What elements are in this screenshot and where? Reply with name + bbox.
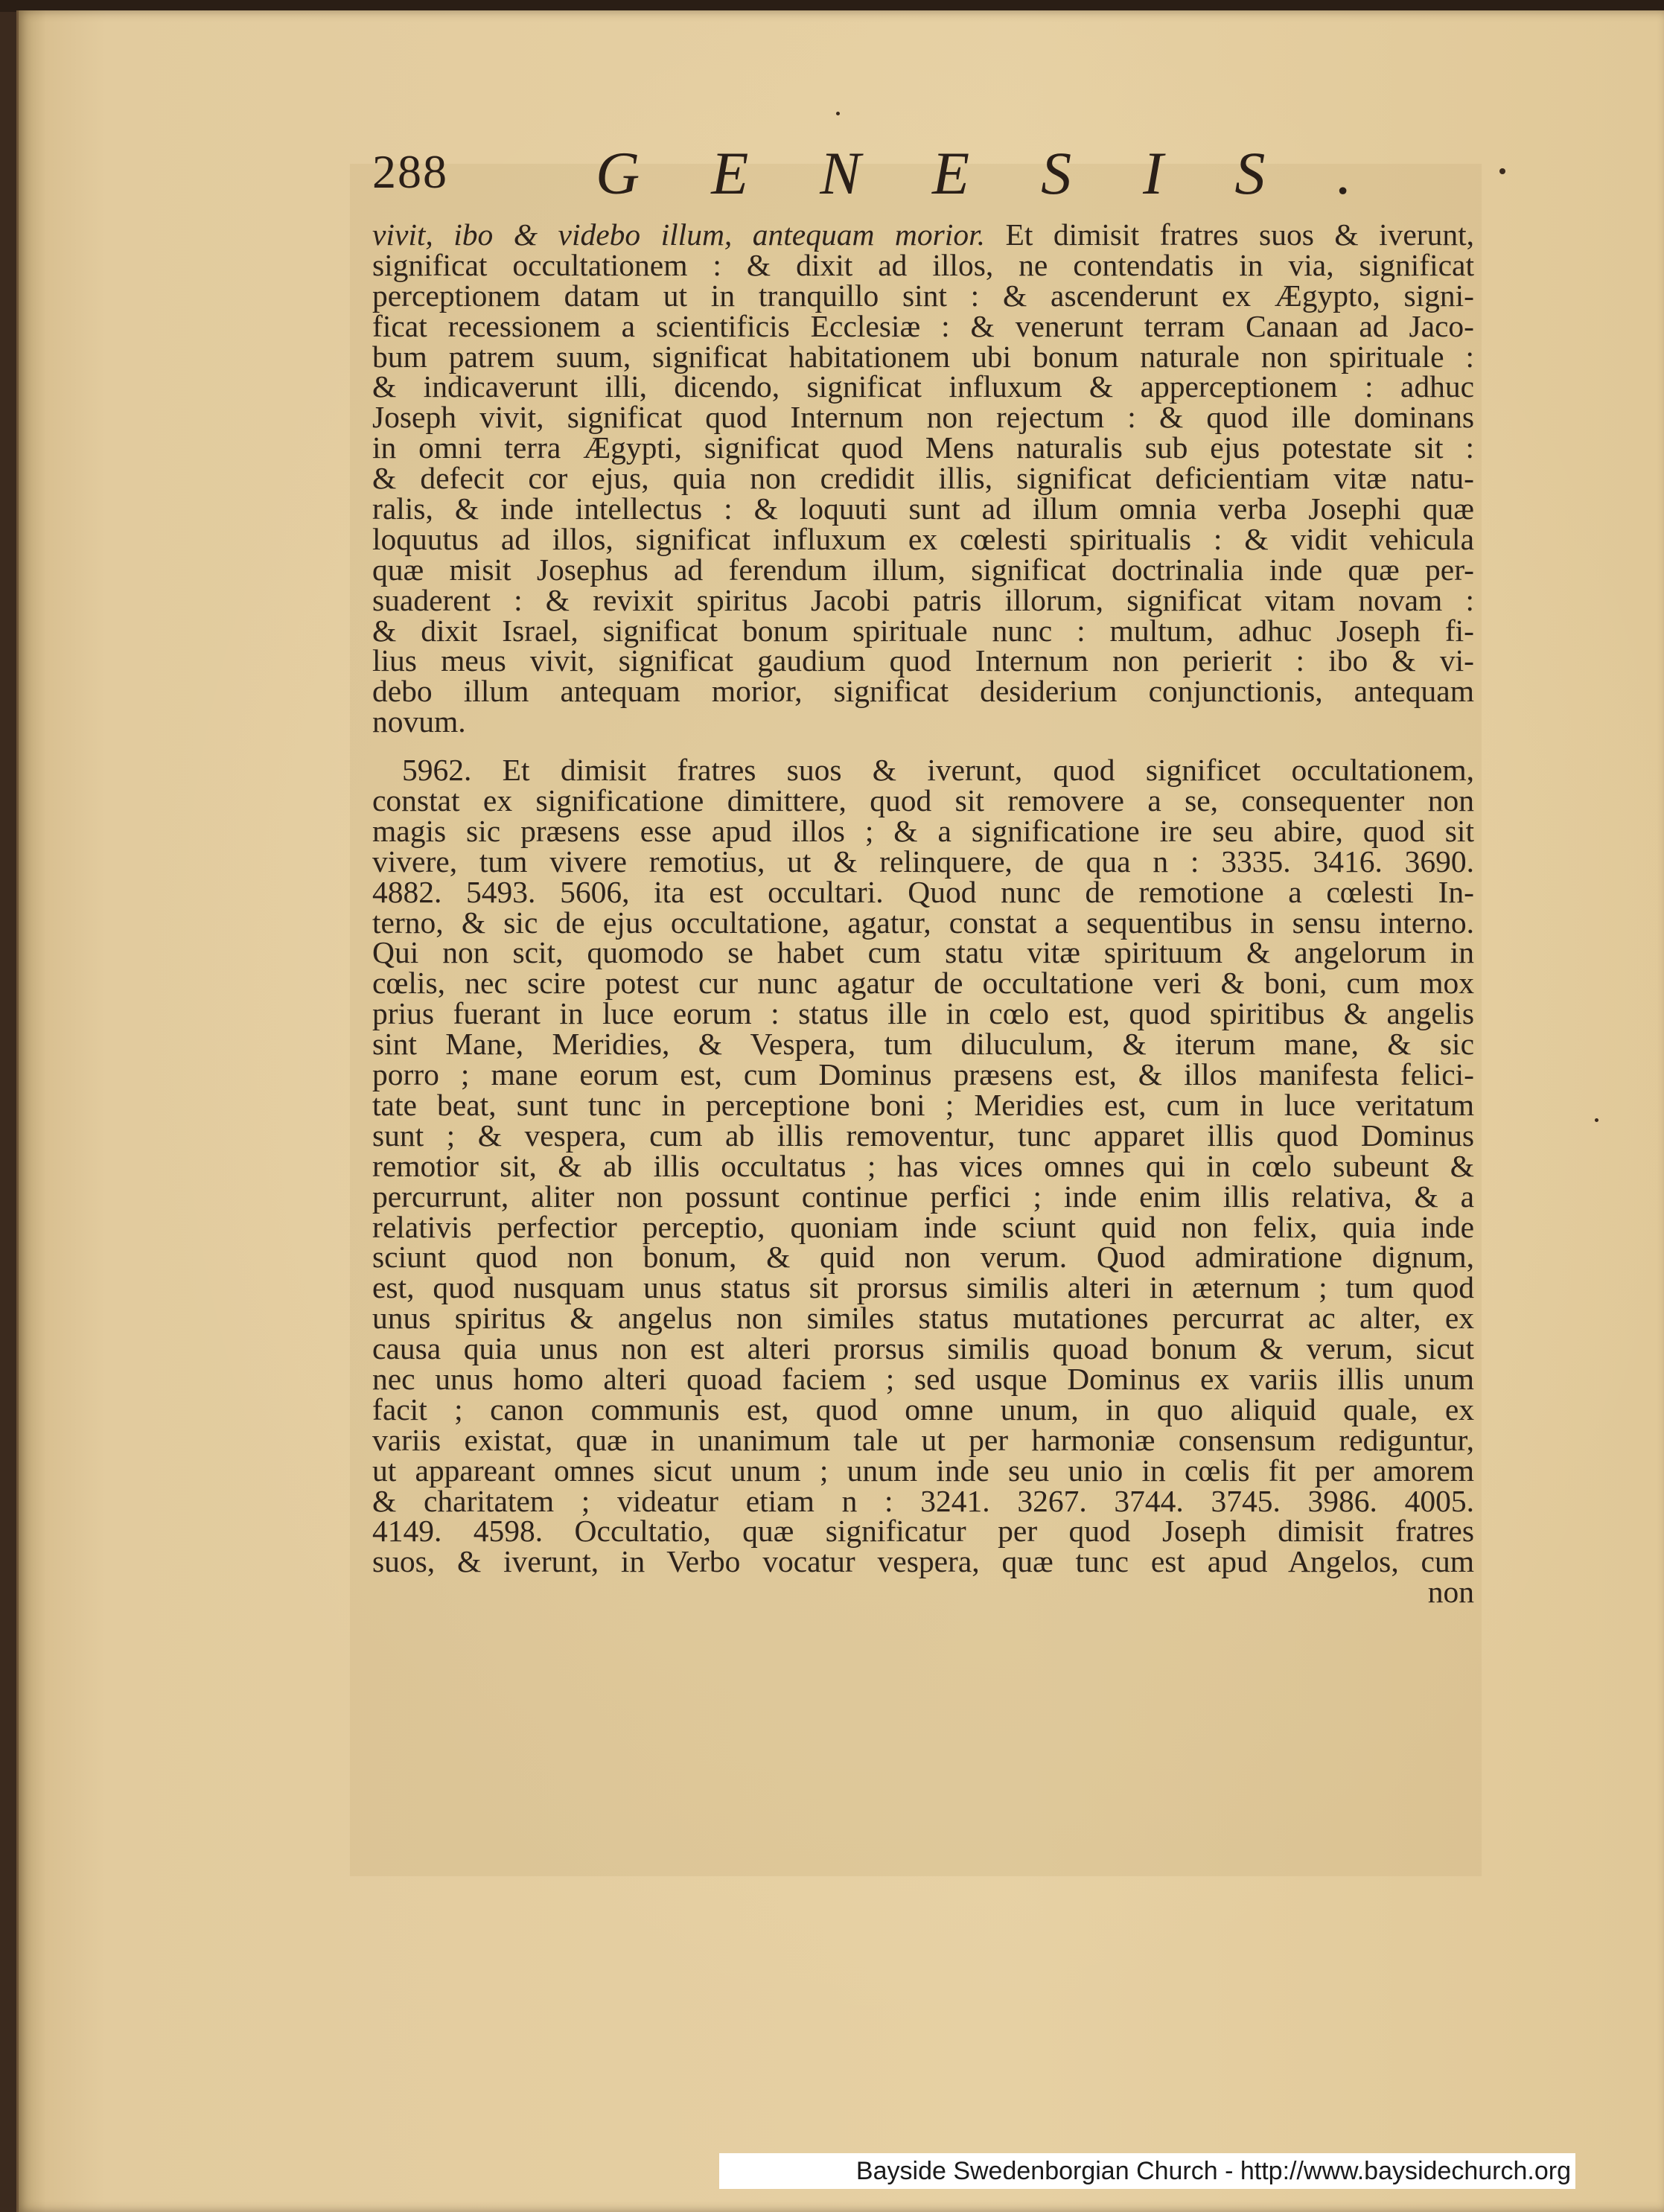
text-line: remotior sit, & ab illis occultatus ; has vices omnes qui in cœlo subeunt & (372, 1148, 1474, 1183)
text-line: terno, & sic de ejus occultatione, agatur, constat a sequentibus in sensu interno. (372, 905, 1474, 940)
text-line: bum patrem suum, significat habitationem ubi bonum naturale non spirituale : (372, 339, 1474, 374)
text-line: cœlis, nec scire potest cur nunc agatur de occultatione veri & boni, cum mox (372, 966, 1474, 1001)
text-line: loquutus ad illos, significat influxum ex cœlesti spiritualis : & vidit vehicula (372, 521, 1474, 556)
text-line: est, quod nusquam unus status sit prorsus similis alteri in æternum ; tum quod (372, 1270, 1474, 1305)
text-line: quæ misit Josephus ad ferendum illum, significat doctrinalia inde quæ per- (372, 552, 1474, 587)
paragraph-5962 (372, 755, 1474, 1577)
text-line: ut appareant omnes sicut unum ; unum inde seu unio in cœlis fit per amorem (372, 1453, 1474, 1488)
first-line-tail: Et dimisit fratres suos & iverunt, (1005, 217, 1475, 252)
page-number: 288 (372, 145, 448, 198)
text-line: porro ; mane eorum est, cum Dominus præsens est, & illos manifesta felici- (372, 1057, 1474, 1092)
text-line: sint Mane, Meridies, & Vespera, tum diluculum, & iterum mane, & sic (372, 1027, 1474, 1062)
text-line: nec unus homo alteri quoad faciem ; sed usque Dominus ex variis illis unum (372, 1361, 1474, 1396)
text-line: & charitatem ; videatur etiam n : 3241. 3267. 3744. 3745. 3986. 4005. (372, 1483, 1474, 1518)
ink-speck (836, 112, 840, 115)
text-line: suaderent : & revixit spiritus Jacobi patris illorum, significat vitam novam : (372, 582, 1474, 617)
text-line: sciunt quod non bonum, & quid non verum. Quod admiratione dignum, (372, 1240, 1474, 1275)
text-line: & indicaverunt illi, dicendo, significat influxum & apperceptionem : adhuc (372, 369, 1474, 404)
text-line: Qui non scit, quomodo se habet cum statu vitæ spirituum & angelorum in (372, 935, 1474, 970)
text-line: relativis perfectior perceptio, quoniam inde sciunt quid non felix, quia inde (372, 1209, 1474, 1244)
text-line: Joseph vivit, significat quod Internum non rejectum : & quod ille dominans (372, 400, 1474, 435)
text-line: & dixit Israel, significat bonum spirituale nunc : multum, adhuc Joseph fi- (372, 613, 1474, 648)
text-line: 4882. 5493. 5606, ita est occultari. Quod nunc de remotione a cœlesti In- (372, 874, 1474, 909)
running-title: GENESIS. (596, 139, 1424, 207)
text-line: unus spiritus & angelus non similes status mutationes percurrat ac alter, ex (372, 1301, 1474, 1336)
ink-speck (1499, 168, 1505, 174)
text-line: & defecit cor ejus, quia non credidit illis, significat deficientiam vitæ natu- (372, 461, 1474, 496)
text-line: 5962. Et dimisit fratres suos & iverunt, quod significet occultationem, (402, 753, 1474, 788)
text-line: perceptionem datam ut in tranquillo sint : & ascenderunt ex Ægypto, signi- (372, 278, 1474, 313)
text-line: tate beat, sunt tunc in perceptione boni ; Meridies est, cum in luce veritatum (372, 1087, 1474, 1122)
text-line: lius meus vivit, significat gaudium quod Internum non perierit : ibo & vi- (372, 643, 1474, 678)
text-line: novum. (372, 704, 466, 739)
text-line: prius fuerant in luce eorum : status ille in cœlo est, quod spiritibus & angelis (372, 996, 1474, 1031)
catchword: non (1427, 1575, 1474, 1610)
body-text (372, 217, 1475, 1610)
text-line: vivit, ibo & videbo illum, antequam morior. Et dimisit fratres suos & iverunt, (372, 217, 1475, 252)
text-line: facit ; canon communis est, quod omne unum, in quo aliquid quale, ex (372, 1392, 1474, 1427)
text-line: ficat recessionem a scientificis Ecclesiæ : & venerunt terram Canaan ad Jaco- (372, 308, 1474, 343)
text-line: constat ex significatione dimittere, quod sit removere a se, consequenter non (372, 783, 1474, 818)
ink-speck (1595, 1118, 1598, 1122)
text-line: significat occultationem : & dixit ad illos, ne contendatis in via, significat (372, 247, 1474, 282)
text-line: magis sic præsens esse apud illos ; & a significatione ire seu abire, quod sit (372, 813, 1474, 848)
text-line: in omni terra Ægypti, significat quod Mens naturalis sub ejus potestate sit : (372, 430, 1474, 465)
watermark: Bayside Swedenborgian Church - http://www.baysidechurch.org (719, 2153, 1575, 2189)
text-line: variis existat, quæ in unanimum tale ut per harmoniæ consensum rediguntur, (372, 1422, 1474, 1457)
running-head (372, 134, 1482, 216)
text-line: suos, & iverunt, in Verbo vocatur vespera, quæ tunc est apud Angelos, cum (372, 1544, 1474, 1579)
text-line: percurrunt, aliter non possunt continue perfici ; inde enim illis relativa, & a (372, 1179, 1474, 1214)
page-gutter (16, 10, 19, 2212)
text-line: 4149. 4598. Occultatio, quæ significatur per quod Joseph dimisit fratres (372, 1514, 1474, 1549)
text-line: causa quia unus non est alteri prorsus similis quoad bonum & verum, sicut (372, 1331, 1474, 1366)
text-line: sunt ; & vespera, cum ab illis removentur, tunc apparet illis quod Dominus (372, 1118, 1474, 1153)
paragraph-summary (372, 217, 1475, 739)
text-line: debo illum antequam morior, significat desiderium conjunctionis, antequam (372, 674, 1474, 709)
text-line: vivere, tum vivere remotius, ut & relinquere, de qua n : 3335. 3416. 3690. (372, 844, 1474, 879)
text-line: ralis, & inde intellectus : & loquuti sunt ad illum omnia verba Josephi quæ (372, 491, 1474, 526)
